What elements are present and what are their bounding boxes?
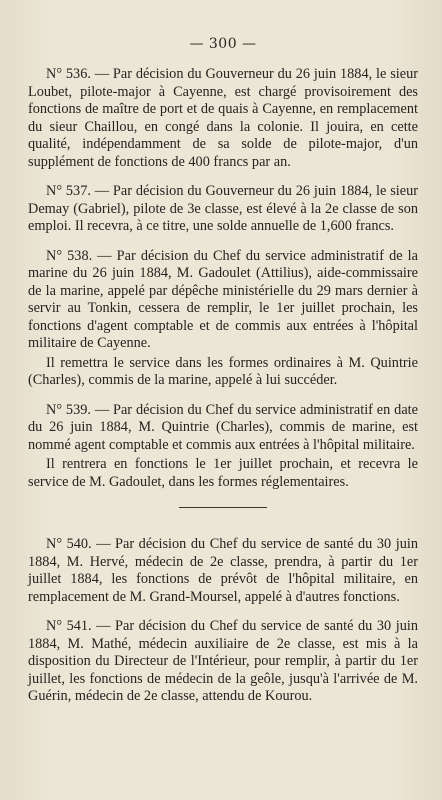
section-divider: [179, 507, 267, 508]
decision-536: N° 536. — Par décision du Gouverneur du 26 juin 1884, le sieur Loubet, pilote-major à Cayenne, est chargé provisoirement des fonctions de maître de port et de quais à Cayenne, en remplacement du sieur Chaillou, en congé dans la colonie. Il jouira, en cette qualité, indépendamment de sa solde de pilote-major, d'un supplément de fonctions de 400 francs par an.: [28, 66, 418, 170]
decision-539-continuation: Il rentrera en fonctions le 1er juillet prochain, et recevra le service de M. Gadoulet, dans les formes réglementaires.: [28, 456, 418, 490]
page-number: — 300 —: [189, 36, 257, 52]
decision-538: N° 538. — Par décision du Chef du service administratif de la marine du 26 juin 1884, M. Gadoulet (Attilius), aide-commissaire de la marine, appelé par dépêche ministérielle du 29 mars dernier à servir au Tonkin, cessera de remplir, le 1er juillet prochain, les fonctions d'agent comptable et de commis aux entrées à l'hôpital militaire de Cayenne.: [28, 247, 418, 351]
decision-537: N° 537. — Par décision du Gouverneur du 26 juin 1884, le sieur Demay (Gabriel), pilote de 3e classe, est élevé à la 2e classe de son emploi. Il recevra, à ce titre, une solde annuelle de 1,600 francs.: [28, 183, 418, 234]
decision-541: N° 541. — Par décision du Chef du service de santé du 30 juin 1884, M. Mathé, médecin auxiliaire de 2e classe, est mis à la disposition du Directeur de l'Intérieur, pour remplir, à partir du 1er juillet, les fonctions de médecin de la geôle, jusqu'à l'arrivée de M. Guérin, médecin de 2e classe, attendu de Kourou.: [28, 618, 418, 704]
decision-538-continuation: Il remettra le service dans les formes ordinaires à M. Quintrie (Charles), commis de la marine, appelé à lui succéder.: [28, 354, 418, 388]
decision-539: N° 539. — Par décision du Chef du service administratif en date du 26 juin 1884, M. Quintrie (Charles), commis de marine, est nommé agent comptable et commis aux entrées à l'hôpital militaire.: [28, 401, 418, 453]
decision-540: N° 540. — Par décision du Chef du service de santé du 30 juin 1884, M. Hervé, médecin de 2e classe, prendra, à partir du 1er juillet 1884, les fonctions de prévôt de l'hôpital militaire, en remplacement de M. Grand-Moursel, appelé à d'autres fonctions.: [28, 536, 418, 605]
